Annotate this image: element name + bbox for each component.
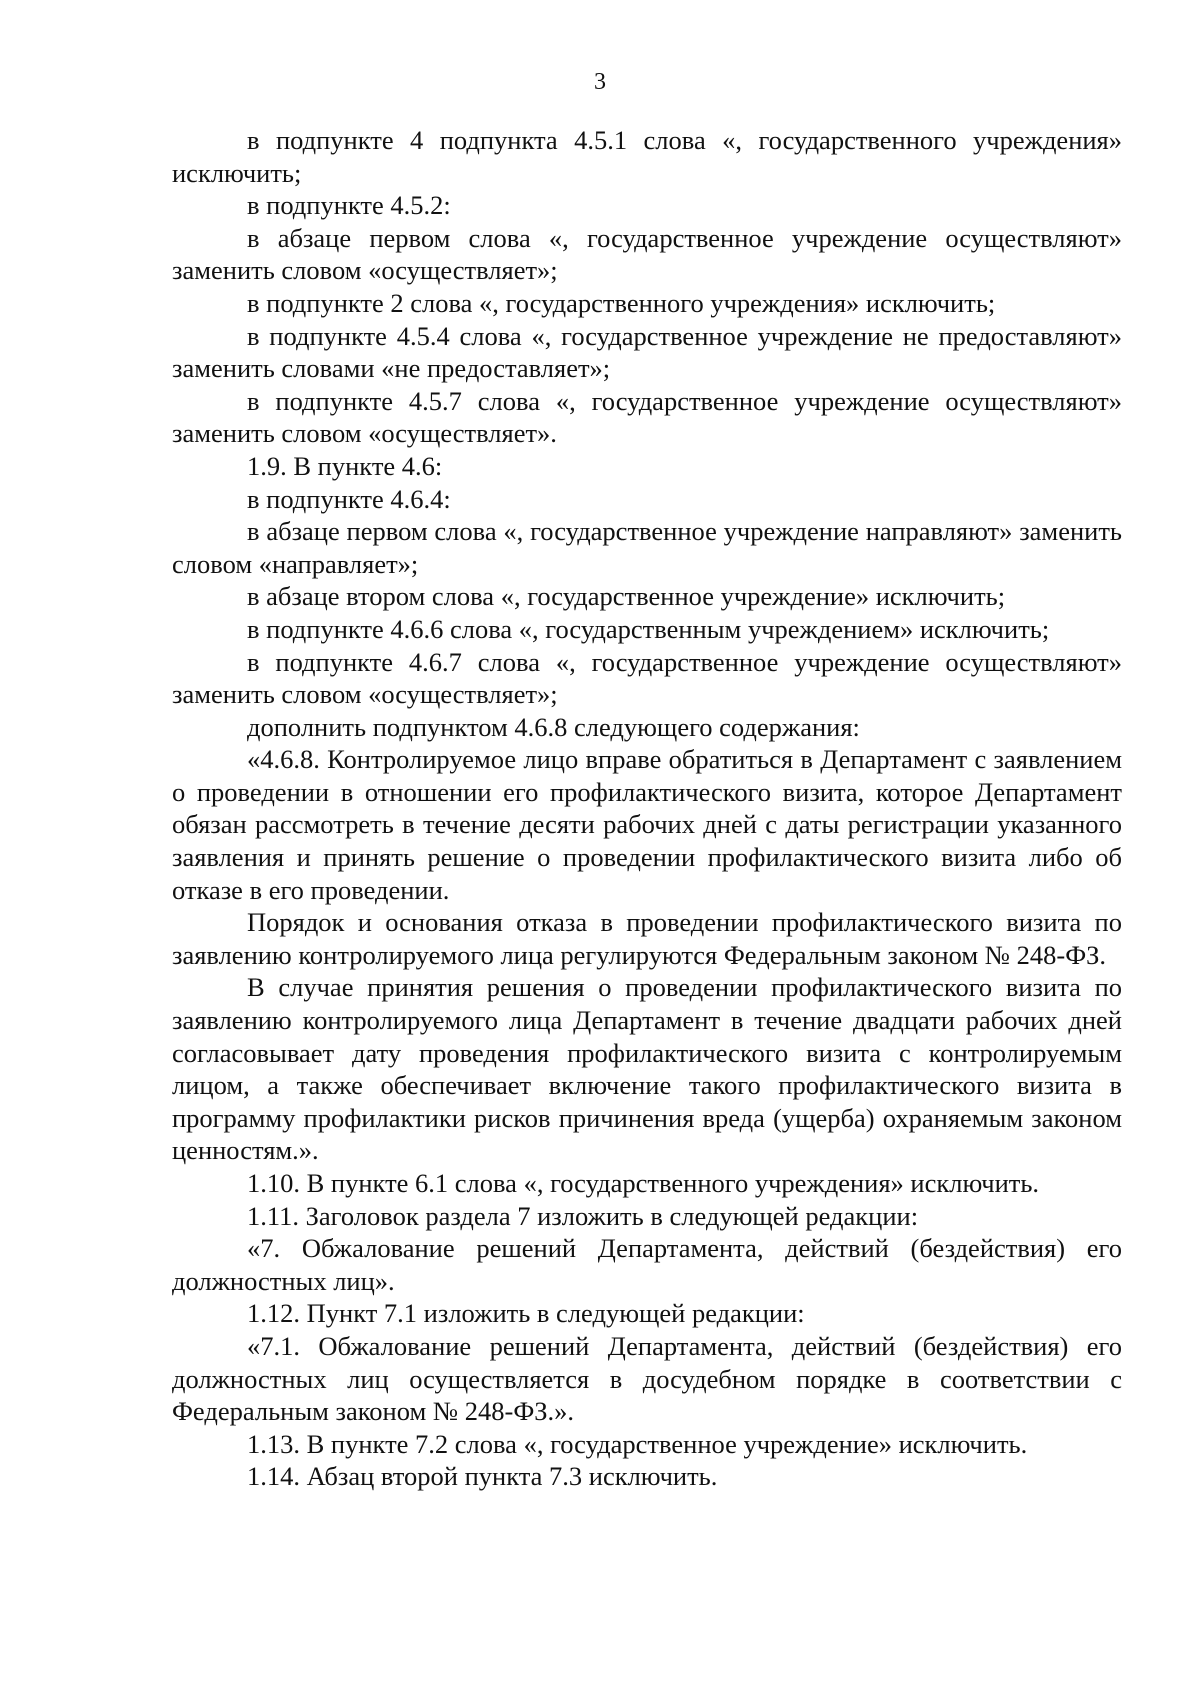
paragraph-4: в подпункте 2 слова «, государственного учреждения» исключить; (247, 287, 996, 318)
paragraph-14: «4.6.8. Контролируемое лицо вправе обратиться в Департамент с заявлением о проведении в отношении его профилактического визита, которое Департамент обязан рассмотреть в течение десяти рабочих дней с даты регистрации указанного заявления и принять решение о проведении профилактического визита либо об отказе в его проведении. (172, 744, 1122, 905)
paragraph-23: 1.14. Абзац второй пункта 7.3 исключить. (247, 1461, 718, 1492)
paragraph-5: в подпункте 4.5.4 слова «, государственное учреждение не предоставляют» заменить словами «не предоставляет»; (172, 320, 1122, 384)
paragraph-6: в подпункте 4.5.7 слова «, государственное учреждение осуществляют» заменить словом «осуществляет». (172, 385, 1122, 449)
document-body (172, 124, 1122, 1493)
paragraph-7: 1.9. В пункте 4.6: (247, 450, 443, 481)
paragraph-2: в подпункте 4.5.2: (247, 190, 451, 221)
paragraph-12: в подпункте 4.6.7 слова «, государственное учреждение осуществляют» заменить словом «осуществляет»; (172, 646, 1122, 710)
paragraph-11: в подпункте 4.6.6 слова «, государственным учреждением» исключить; (247, 613, 1050, 644)
paragraph-21: «7.1. Обжалование решений Департамента, действий (бездействия) его должностных лиц осуществляется в досудебном порядке в соответствии с Федеральным законом № 248-ФЗ.». (172, 1330, 1122, 1427)
page-number: 3 (594, 69, 606, 95)
paragraph-17: 1.10. В пункте 6.1 слова «, государственного учреждения» исключить. (247, 1168, 1040, 1198)
paragraph-1: в подпункте 4 подпункта 4.5.1 слова «, государственного учреждения» исключить; (172, 125, 1122, 188)
paragraph-10: в абзаце втором слова «, государственное учреждение» исключить; (247, 581, 1006, 612)
paragraph-18: 1.11. Заголовок раздела 7 изложить в следующей редакции: (247, 1200, 919, 1231)
paragraph-19: «7. Обжалование решений Департамента, действий (бездействия) его должностных лиц». (172, 1233, 1122, 1296)
paragraph-15: Порядок и основания отказа в проведении профилактического визита по заявлению контролируемого лица регулируются Федеральным законом № 248-ФЗ. (172, 907, 1122, 970)
paragraph-13: дополнить подпунктом 4.6.8 следующего содержания: (247, 711, 860, 742)
paragraph-20: 1.12. Пункт 7.1 изложить в следующей редакции: (247, 1298, 805, 1329)
paragraph-16: В случае принятия решения о проведении профилактического визита по заявлению контролируемого лица Департамент в течение двадцати рабочих дней согласовывает дату проведения профилактического визита с контролируемым лицом, а также обеспечивает включение такого профилактического визита в программу профилактики рисков причинения вреда (ущерба) охраняемым законом ценностям.». (172, 972, 1122, 1166)
paragraph-3: в абзаце первом слова «, государственное учреждение осуществляют» заменить словом «осуществляет»; (172, 222, 1122, 286)
paragraph-22: 1.13. В пункте 7.2 слова «, государственное учреждение» исключить. (247, 1428, 1028, 1459)
paragraph-9: в абзаце первом слова «, государственное учреждение направляют» заменить словом «направляет»; (172, 516, 1122, 579)
paragraph-8: в подпункте 4.6.4: (247, 483, 451, 514)
